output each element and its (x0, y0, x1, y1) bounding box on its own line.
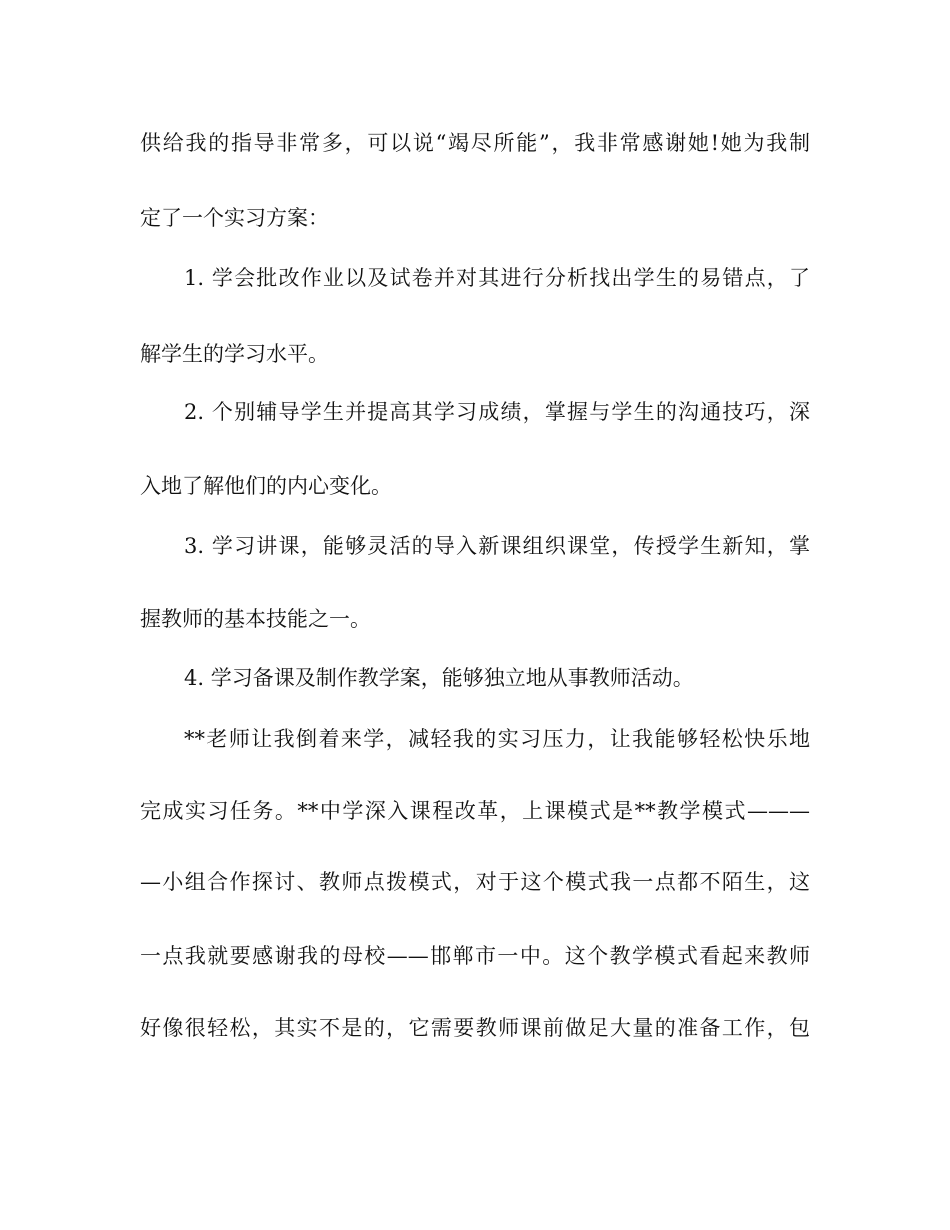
list-item-3: 3. 学习讲课，能够灵活的导入新课组织课堂，传授学生新知，掌 (184, 534, 810, 558)
text-line: 好像很轻松，其实不是的，它需要教师课前做足大量的准备工作，包 (140, 1016, 810, 1040)
text-line: 供给我的指导非常多，可以说“竭尽所能”，我非常感谢她!她为我制 (140, 131, 810, 155)
text-line: 一点我就要感谢我的母校——邯郸市一中。这个教学模式看起来教师 (140, 944, 810, 968)
list-item-2: 2. 个别辅导学生并提高其学习成绩，掌握与学生的沟通技巧，深 (184, 400, 810, 424)
paragraph-start: **老师让我倒着来学，减轻我的实习压力，让我能够轻松快乐地 (184, 727, 810, 751)
text-line: —小组合作探讨、教师点拨模式，对于这个模式我一点都不陌生，这 (140, 870, 810, 894)
list-item-4: 4. 学习备课及制作教学案，能够独立地从事教师活动。 (184, 666, 694, 690)
text-line: 定了一个实习方案： (140, 206, 329, 230)
text-line: 握教师的基本技能之一。 (140, 607, 371, 631)
text-line: 入地了解他们的内心变化。 (140, 474, 392, 498)
text-line: 解学生的学习水平。 (140, 342, 329, 366)
text-line: 完成实习任务。**中学深入课程改革，上课模式是**教学模式——— (140, 799, 810, 823)
list-item-1: 1. 学会批改作业以及试卷并对其进行分析找出学生的易错点，了 (184, 266, 810, 290)
